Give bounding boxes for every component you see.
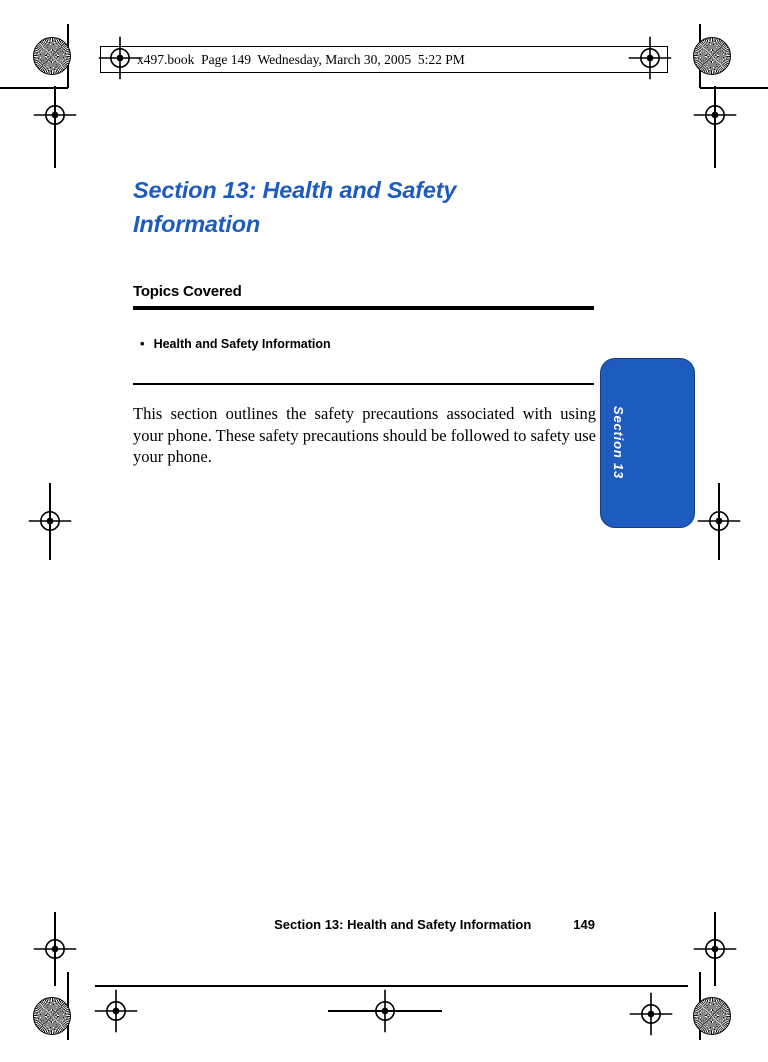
registration-target-icon <box>693 927 737 971</box>
registration-target-icon <box>33 93 77 137</box>
section-side-tab <box>600 358 695 528</box>
registration-target-icon <box>94 989 138 1033</box>
divider-thin <box>133 383 594 385</box>
starburst-registration-icon <box>693 997 731 1035</box>
registration-target-icon <box>363 989 407 1033</box>
bullet-label: Health and Safety Information <box>153 337 331 351</box>
footer-section-title: Section 13: Health and Safety Information <box>274 917 532 932</box>
bullet-icon: • <box>140 336 145 351</box>
registration-target-icon <box>629 992 673 1036</box>
bullet-item <box>140 336 331 351</box>
print-stamp-text: x497.book Page 149 Wednesday, March 30, 2005 5:22 PM <box>137 51 465 67</box>
topics-covered-heading: Topics Covered <box>133 283 242 300</box>
divider-thick <box>133 306 594 310</box>
print-stamp-box <box>100 46 668 73</box>
starburst-registration-icon <box>693 37 731 75</box>
section-side-tab-label: Section 13 <box>611 406 626 480</box>
page-footer <box>133 917 595 932</box>
section-title <box>133 173 613 241</box>
footer-page-number: 149 <box>573 917 595 932</box>
crop-mark-line <box>700 87 768 89</box>
section-title-line1: Section 13: Health and Safety <box>133 176 457 203</box>
registration-target-icon <box>693 93 737 137</box>
registration-target-icon <box>697 499 741 543</box>
section-title-line2: Information <box>133 210 261 237</box>
crop-mark-line <box>0 87 68 89</box>
bottom-rule <box>95 985 688 987</box>
starburst-registration-icon <box>33 997 71 1035</box>
body-paragraph: This section outlines the safety precautions associated with using your phone. These safety precautions should be followed to safety use your phone. <box>133 404 596 466</box>
registration-target-icon <box>28 499 72 543</box>
registration-target-icon <box>33 927 77 971</box>
starburst-registration-icon <box>33 37 71 75</box>
